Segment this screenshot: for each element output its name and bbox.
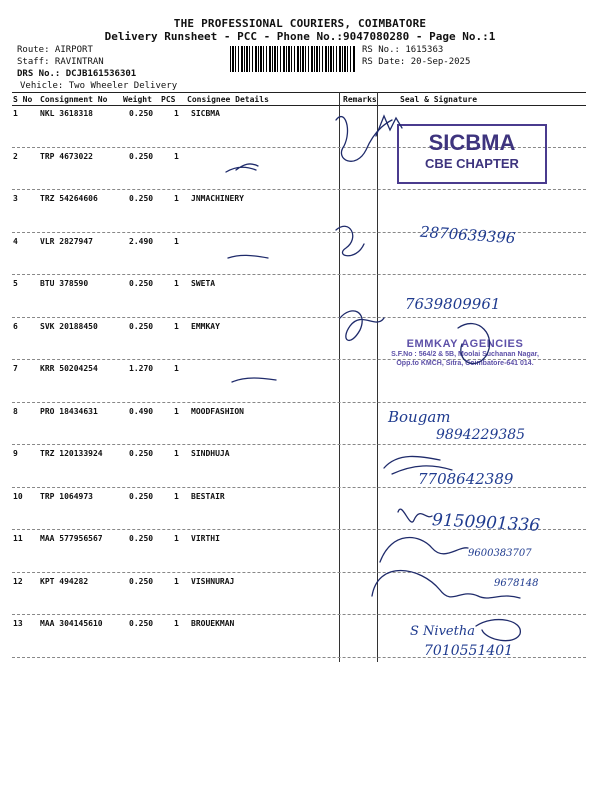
signature-row13 — [476, 620, 520, 641]
cell-weight: 0.250 — [129, 576, 154, 586]
emmkay-stamp-title: EMMKAY AGENCIES — [406, 338, 524, 350]
cell-consignment: KPT 494282 — [40, 576, 89, 586]
signature-row2-dash — [226, 164, 258, 172]
cell-weight: 0.250 — [129, 449, 154, 458]
rs-number: RS No.: 1615363 — [362, 45, 444, 55]
cell-sno: 7 — [13, 364, 18, 373]
cell-consignment: BTU 378590 — [40, 279, 89, 288]
cell-consignee: SICBMA — [191, 109, 220, 118]
cell-pcs: 1 — [174, 109, 179, 118]
cell-sno: 6 — [13, 321, 18, 331]
signature-row6b — [458, 324, 490, 364]
cell-pcs: 1 — [174, 491, 179, 501]
signature-row9 — [384, 456, 452, 474]
cell-consignment: SVK 20188450 — [40, 321, 98, 331]
cell-consignee: SWETA — [191, 279, 216, 288]
signature-row7-dash — [232, 378, 276, 382]
col-pcs: PCS — [161, 95, 176, 104]
cell-consignee: EMMKAY — [191, 321, 220, 331]
cell-weight: 0.250 — [129, 534, 154, 543]
cell-consignment: KRR 50204254 — [40, 364, 98, 373]
vehicle-text: Vehicle: Two Wheeler Delivery — [20, 81, 178, 91]
cell-consignment: PRO 18434631 — [40, 406, 98, 416]
cell-pcs: 1 — [174, 321, 179, 331]
col-remarks: Remarks — [343, 95, 377, 104]
cell-consignment: TRP 1064973 — [40, 491, 93, 501]
signature-row1b — [376, 116, 402, 136]
cell-pcs: 1 — [174, 406, 179, 416]
cell-pcs: 1 — [174, 194, 179, 203]
handwritten-phone-row10: 9150901336 — [431, 510, 541, 536]
cell-weight: 0.250 — [129, 194, 154, 203]
signature-row10 — [398, 509, 432, 522]
route-text: Route: AIRPORT — [17, 45, 93, 55]
emmkay-stamp-line2: Opp.to KMCH, Sitra, Coimbatore-641 014. — [396, 360, 534, 367]
runsheet-subtitle: Delivery Runsheet - PCC - Phone No.:9047080280 - Page No.:1 — [104, 30, 496, 43]
handwritten-name-row13: S Nivetha — [410, 624, 475, 639]
cell-weight: 1.270 — [129, 364, 154, 373]
handwritten-phone-row11: 9600383707 — [468, 548, 532, 559]
signature-row6 — [340, 311, 384, 341]
emmkay-stamp-line1: S.F.No : 564/2 & 5B, Moolai Suchanan Nagar, — [391, 351, 539, 358]
cell-consignment: NKL 3618318 — [40, 109, 93, 118]
cell-sno: 10 — [13, 491, 23, 501]
cell-sno: 2 — [13, 151, 18, 161]
cell-pcs: 1 — [174, 364, 179, 373]
col-consignment: Consignment No — [40, 95, 108, 104]
cell-pcs: 1 — [174, 151, 179, 161]
handwritten-name-row8: Bougam — [388, 408, 451, 426]
cell-weight: 0.250 — [129, 279, 154, 288]
cell-weight: 0.250 — [129, 619, 154, 628]
signature-row4-dash — [228, 255, 268, 258]
cell-consignee: JNMACHINERY — [191, 194, 244, 203]
cell-pcs: 1 — [174, 619, 179, 628]
cell-sno: 4 — [13, 236, 18, 246]
cell-consignee: BESTAIR — [191, 491, 225, 501]
cell-weight: 0.250 — [129, 151, 154, 161]
cell-pcs: 1 — [174, 534, 179, 543]
cell-consignment: MAA 304145610 — [40, 619, 103, 628]
cell-consignment: MAA 577956567 — [40, 534, 103, 543]
cell-weight: 0.250 — [129, 321, 154, 331]
signature-row11 — [380, 538, 468, 562]
cell-pcs: 1 — [174, 279, 179, 288]
signature-row1 — [336, 117, 392, 162]
cell-sno: 8 — [13, 406, 18, 416]
cell-pcs: 1 — [174, 576, 179, 586]
company-title: THE PROFESSIONAL COURIERS, COIMBATORE — [173, 17, 427, 30]
cell-consignee: BROUEKMAN — [191, 619, 235, 628]
col-sno: S No — [13, 95, 33, 104]
cell-sno: 1 — [13, 109, 18, 118]
cell-consignee: SINDHUJA — [191, 449, 230, 458]
col-weight: Weight — [123, 95, 152, 104]
cell-consignment: TRZ 120133924 — [40, 449, 103, 458]
cell-consignment: TRZ 54264606 — [40, 194, 98, 203]
handwritten-phone-row13: 7010551401 — [424, 643, 514, 659]
cell-sno: 11 — [13, 534, 23, 543]
cell-weight: 0.490 — [129, 406, 154, 416]
cell-weight: 0.250 — [129, 109, 154, 118]
staff-text: Staff: RAVINTRAN — [17, 57, 104, 67]
cell-consignee: VIRTHI — [191, 534, 220, 543]
signature-row12 — [372, 571, 520, 599]
cell-consignee: MOODFASHION — [191, 406, 244, 416]
cell-sno: 5 — [13, 279, 18, 288]
cell-weight: 2.490 — [129, 236, 154, 246]
handwritten-phone-row9: 7708642389 — [418, 470, 514, 488]
cell-consignee: VISHNURAJ — [191, 576, 235, 586]
handwritten-phone-row4: 2870639396 — [419, 222, 516, 248]
cell-sno: 13 — [13, 619, 23, 628]
cell-weight: 0.250 — [129, 491, 154, 501]
sicbma-stamp-line2: CBE CHAPTER — [425, 156, 519, 171]
sicbma-stamp-line1: SICBMA — [428, 130, 516, 155]
cell-pcs: 1 — [174, 236, 179, 246]
cell-consignment: VLR 2827947 — [40, 236, 93, 246]
signature-row4 — [336, 226, 364, 255]
cell-sno: 9 — [13, 449, 18, 458]
rs-date: RS Date: 20-Sep-2025 — [362, 57, 471, 67]
cell-consignment: TRP 4673022 — [40, 151, 93, 161]
drs-number: DRS No.: DCJB161536301 — [17, 69, 137, 79]
cell-pcs: 1 — [174, 449, 179, 458]
handwritten-phone-row5: 7639809961 — [405, 295, 501, 313]
handwritten-phone-row8: 9894229385 — [436, 427, 526, 443]
handwritten-phone-row12: 9678148 — [494, 578, 539, 589]
cell-sno: 3 — [13, 194, 18, 203]
col-seal: Seal & Signature — [400, 95, 478, 104]
cell-sno: 12 — [13, 576, 23, 586]
col-consignee: Consignee Details — [187, 95, 269, 104]
